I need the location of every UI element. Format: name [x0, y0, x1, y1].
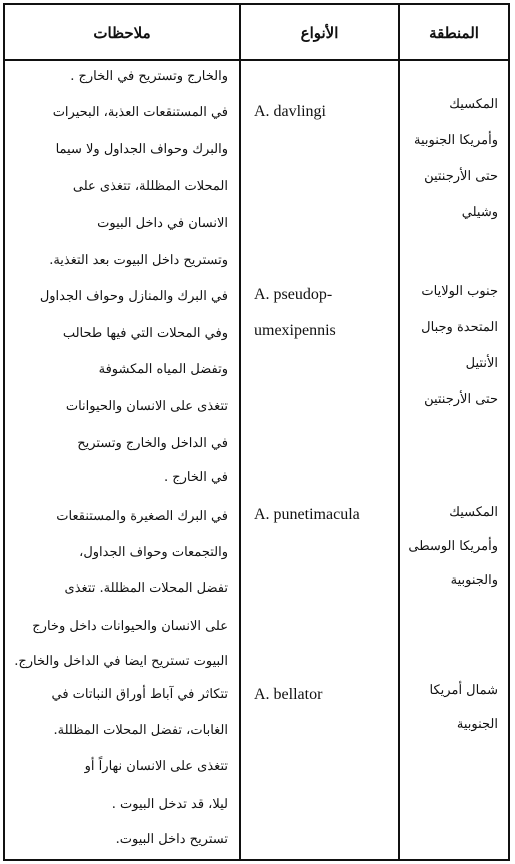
- notes-line: الغابات، تفضل المحلات المظللة.: [53, 723, 228, 738]
- species-line: umexipennis: [254, 322, 336, 339]
- table-row-3-notes: [8, 508, 228, 678]
- notes-line: والبرك وحواف الجداول ولا سيما: [55, 142, 228, 157]
- region-line: شمال أمريكا: [429, 683, 498, 698]
- notes-line: في الخارج .: [163, 470, 228, 485]
- table-row-2-notes: [8, 288, 228, 498]
- notes-line: تتغذى على الانسان والحيوانات: [65, 399, 228, 414]
- notes-line: تفضل المحلات المظللة. تتغذى: [64, 581, 228, 596]
- header-divider: [3, 59, 510, 61]
- notes-line: والتجمعات وحواف الجداول،: [79, 545, 228, 560]
- notes-line: البيوت تستريح ايضا في الداخل والخارج.: [14, 654, 228, 669]
- region-line: حتى الأرجنتين: [424, 392, 498, 407]
- notes-line: في البرك الصغيرة والمستنقعات: [56, 509, 228, 524]
- notes-line: تتغذى على الانسان نهاراً أو: [84, 759, 228, 774]
- region-line: وأمريكا الوسطى: [408, 539, 498, 554]
- region-line: الأنتيل: [465, 356, 498, 371]
- region-line: المكسيك: [449, 505, 498, 520]
- notes-line: على الانسان والحيوانات داخل وخارج: [32, 619, 228, 634]
- region-line: الجنوبية: [456, 717, 498, 732]
- header-notes: ملاحظات: [93, 23, 151, 42]
- header-region: المنطقة: [429, 23, 479, 42]
- region-line: حتى الأرجنتين: [424, 169, 498, 184]
- notes-line: المحلات المظللة، تتغذى على: [72, 179, 228, 194]
- table-row-2-species: [254, 285, 394, 345]
- table-row-3-species: [254, 505, 394, 529]
- region-line: وأمريكا الجنوبية: [413, 133, 498, 148]
- table-row-4-notes: [8, 686, 228, 856]
- region-line: جنوب الولايات: [421, 284, 498, 299]
- region-line: والجنوبية: [450, 573, 498, 588]
- notes-line: تستريح داخل البيوت.: [115, 832, 228, 847]
- table-row-3-region: [400, 504, 498, 604]
- notes-line: في الداخل والخارج وتستريح: [77, 436, 228, 451]
- table-row-1-region: [400, 96, 498, 246]
- notes-line: وفي المحلات التي فيها طحالب: [62, 326, 228, 341]
- header-species: الأنواع: [300, 23, 339, 42]
- table-row-4-region: [400, 682, 498, 752]
- notes-line: في البرك والمنازل وحواف الجداول: [39, 289, 228, 304]
- species-line: A. punetimacula: [254, 506, 360, 523]
- notes-line: ليلا، قد تدخل البيوت .: [111, 797, 228, 812]
- notes-line: وتستريح داخل البيوت بعد التغذية.: [49, 253, 228, 268]
- species-line: A. davlingi: [254, 103, 326, 120]
- notes-line: تتكاثر في آباط أوراق النباتات في: [51, 687, 228, 702]
- column-divider-notes-species: [239, 3, 241, 861]
- table-row-4-species: [254, 685, 394, 709]
- notes-line: الانسان في داخل البيوت: [97, 216, 228, 231]
- region-line: المتحدة وجبال: [421, 320, 498, 335]
- region-line: المكسيك: [449, 97, 498, 112]
- notes-line: وتفضل المياه المكشوفة: [98, 362, 228, 377]
- table-row-1-species: [254, 102, 394, 126]
- region-line: وشيلي: [461, 205, 498, 220]
- notes-line: في المستنقعات العذبة، البحيرات: [52, 105, 228, 120]
- table-row-2-region: [400, 283, 498, 423]
- table-row-1-notes: [8, 68, 228, 278]
- species-line: A. bellator: [254, 686, 323, 703]
- species-line: A. pseudop-: [254, 286, 333, 303]
- notes-line: والخارج وتستريح في الخارج .: [70, 69, 228, 84]
